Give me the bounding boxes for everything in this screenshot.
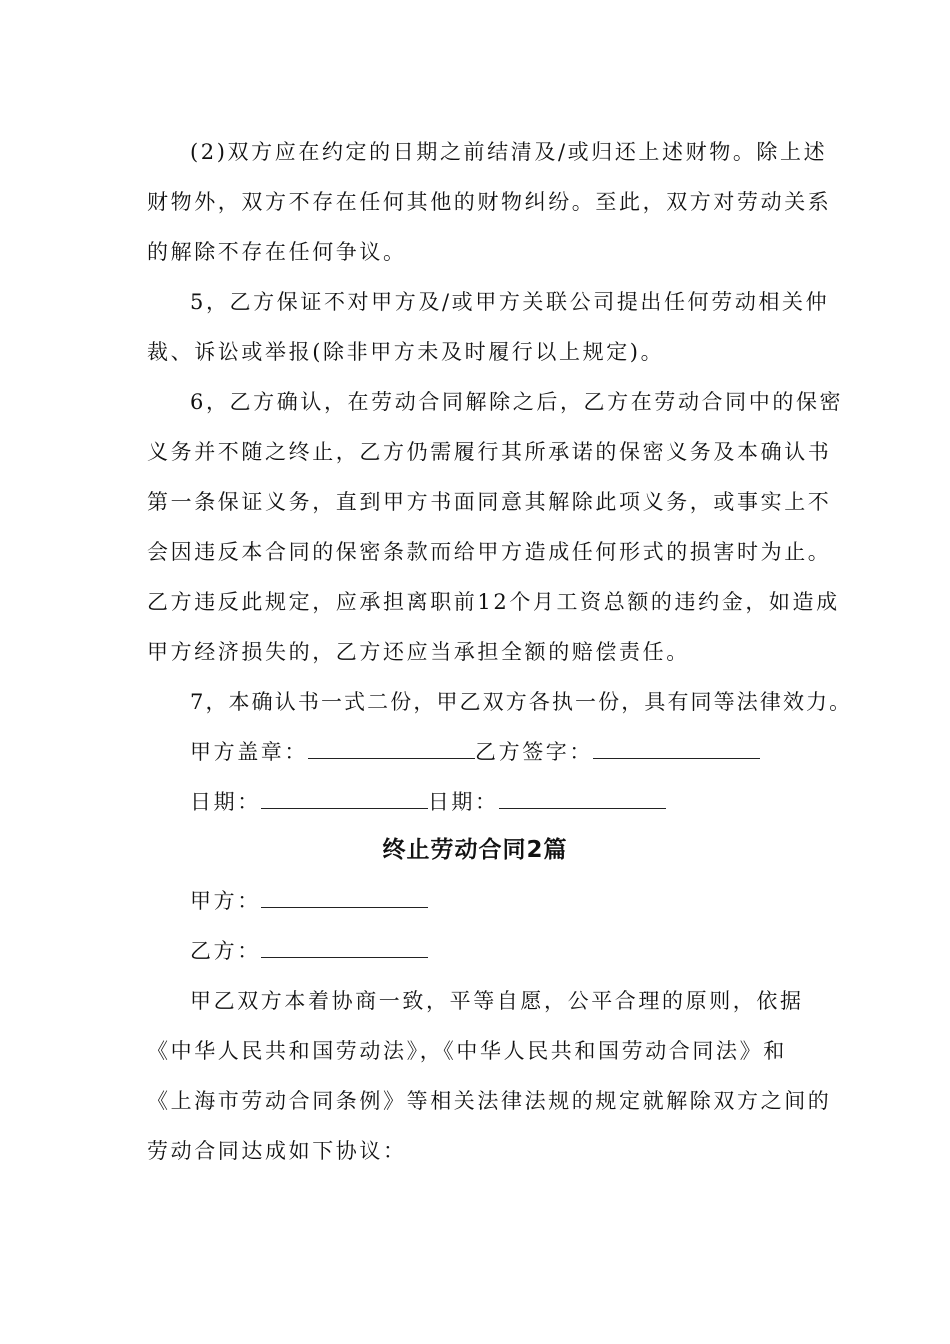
party-b-blank <box>261 937 428 958</box>
paragraph-line: 《中华人民共和国劳动法》，《中华人民共和国劳动合同法》和 <box>147 1039 787 1063</box>
date-row <box>190 787 666 817</box>
party-a-seal-blank <box>308 738 475 759</box>
party-a-blank <box>261 887 428 908</box>
party-b-sign-label: 乙方签字： <box>475 740 593 764</box>
date-b-label: 日期： <box>427 790 499 814</box>
paragraph-line: 《上海市劳动合同条例》等相关法律法规的规定就解除双方之间的 <box>147 1089 832 1113</box>
date-a-blank <box>261 788 428 809</box>
party-a-label: 甲方： <box>190 889 261 913</box>
paragraph-line: 义务并不随之终止，乙方仍需履行其所承诺的保密义务及本确认书 <box>147 440 832 464</box>
paragraph-line: 7，本确认书一式二份，甲乙双方各执一份，具有同等法律效力。 <box>190 690 853 714</box>
paragraph-line: 劳动合同达成如下协议： <box>147 1139 407 1163</box>
paragraph-line: 乙方违反此规定，应承担离职前12个月工资总额的违约金，如造成 <box>147 590 840 614</box>
party-a-seal-label: 甲方盖章： <box>190 740 308 764</box>
paragraph-line: 裁、诉讼或举报(除非甲方未及时履行以上规定)。 <box>147 340 665 364</box>
date-b-blank <box>499 788 666 809</box>
paragraph-line: (2)双方应在约定的日期之前结清及/或归还上述财物。除上述 <box>190 140 828 164</box>
paragraph-line: 第一条保证义务，直到甲方书面同意其解除此项义务，或事实上不 <box>147 490 832 514</box>
paragraph-line: 财物外，双方不存在任何其他的财物纠纷。至此，双方对劳动关系 <box>147 190 832 214</box>
paragraph-line: 5，乙方保证不对甲方及/或甲方关联公司提出任何劳动相关仲 <box>190 290 830 314</box>
party-a-row <box>190 886 428 916</box>
party-b-label: 乙方： <box>190 939 261 963</box>
paragraph-line: 6，乙方确认，在劳动合同解除之后，乙方在劳动合同中的保密 <box>190 390 844 414</box>
paragraph-line: 甲乙双方本着协商一致，平等自愿，公平合理的原则，依据 <box>190 989 804 1013</box>
paragraph-line: 的解除不存在任何争议。 <box>147 240 407 264</box>
party-b-row <box>190 936 428 966</box>
section-title: 终止劳动合同2篇 <box>382 837 568 863</box>
date-a-label: 日期： <box>190 790 261 814</box>
paragraph-line: 甲方经济损失的，乙方还应当承担全额的赔偿责任。 <box>147 640 690 664</box>
signature-row <box>190 737 760 767</box>
paragraph-line: 会因违反本合同的保密条款而给甲方造成任何形式的损害时为止。 <box>147 540 832 564</box>
party-b-sign-blank <box>593 738 760 759</box>
